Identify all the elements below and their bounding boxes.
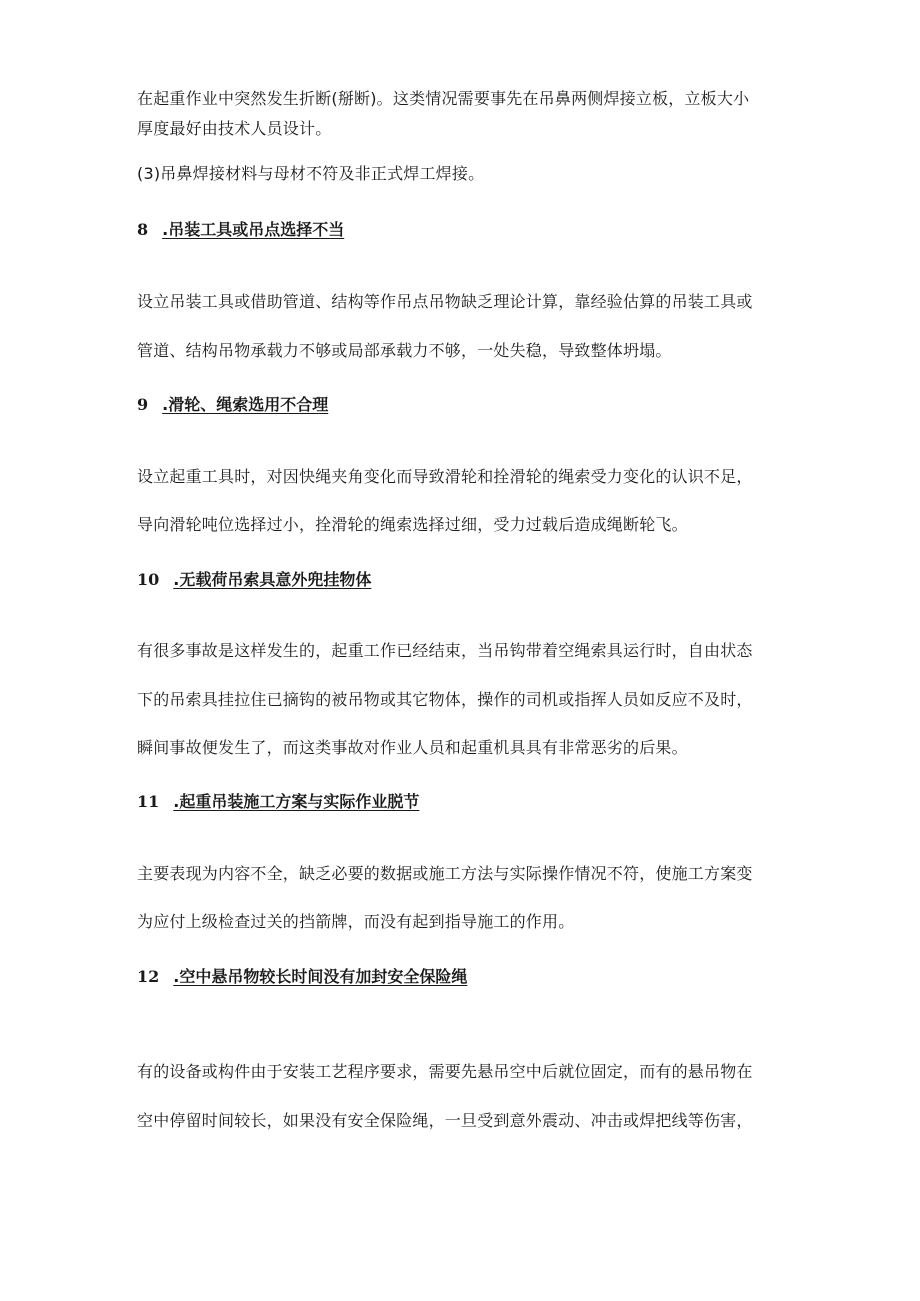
- paragraph-line: 下的吊索具挂拉住已摘钩的被吊物或其它物体，操作的司机或指挥人员如反应不及时，: [137, 690, 753, 709]
- paragraph-line: 有很多事故是这样发生的，起重工作已经结束，当吊钩带着空绳索具运行时，自由状态: [137, 641, 753, 660]
- section-heading-10: [137, 570, 371, 590]
- section-heading-9: [137, 395, 328, 415]
- paragraph-line: 导向滑轮吨位选择过小，拴滑轮的绳索选择过细，受力过载后造成绳断轮飞。: [137, 515, 688, 534]
- intro-line-2: 厚度最好由技术人员设计。: [137, 119, 332, 138]
- intro-line-1: 在起重作业中突然发生折断(掰断)。这类情况需要事先在吊鼻两侧焊接立板，立板大小: [137, 89, 750, 108]
- section-title: .空中悬吊物较长时间没有加封安全保险绳: [173, 967, 468, 986]
- intro-line-3: (3)吊鼻焊接材料与母材不符及非正式焊工焊接。: [137, 164, 485, 183]
- section-title: .吊装工具或吊点选择不当: [162, 220, 345, 239]
- paragraph-line: 为应付上级检查过关的挡箭牌，而没有起到指导施工的作用。: [137, 912, 575, 931]
- section-number: 12: [137, 967, 160, 986]
- section-title: .滑轮、绳索选用不合理: [162, 395, 329, 414]
- paragraph-line: 空中停留时间较长，如果没有安全保险绳，一旦受到意外震动、冲击或焊把线等伤害，: [137, 1111, 753, 1130]
- section-number: 11: [137, 792, 160, 811]
- section-heading-12: [137, 967, 467, 987]
- section-number: 9: [137, 395, 149, 414]
- section-heading-11: [137, 792, 419, 812]
- section-number: 10: [137, 570, 160, 589]
- section-heading-8: [137, 220, 344, 240]
- section-number: 8: [137, 220, 149, 239]
- paragraph-line: 设立起重工具时，对因快绳夹角变化而导致滑轮和拴滑轮的绳索受力变化的认识不足，: [137, 467, 753, 486]
- section-title: .起重吊装施工方案与实际作业脱节: [173, 792, 420, 811]
- paragraph-line: 有的设备或构件由于安装工艺程序要求，需要先悬吊空中后就位固定，而有的悬吊物在: [137, 1062, 753, 1081]
- paragraph-line: 主要表现为内容不全，缺乏必要的数据或施工方法与实际操作情况不符，使施工方案变: [137, 864, 753, 883]
- paragraph-line: 设立吊装工具或借助管道、结构等作吊点吊物缺乏理论计算，靠经验估算的吊装工具或: [137, 292, 753, 311]
- paragraph-line: 瞬间事故便发生了，而这类事故对作业人员和起重机具具有非常恶劣的后果。: [137, 738, 688, 757]
- paragraph-line: 管道、结构吊物承载力不够或局部承载力不够，一处失稳，导致整体坍塌。: [137, 341, 672, 360]
- section-title: .无载荷吊索具意外兜挂物体: [173, 570, 372, 589]
